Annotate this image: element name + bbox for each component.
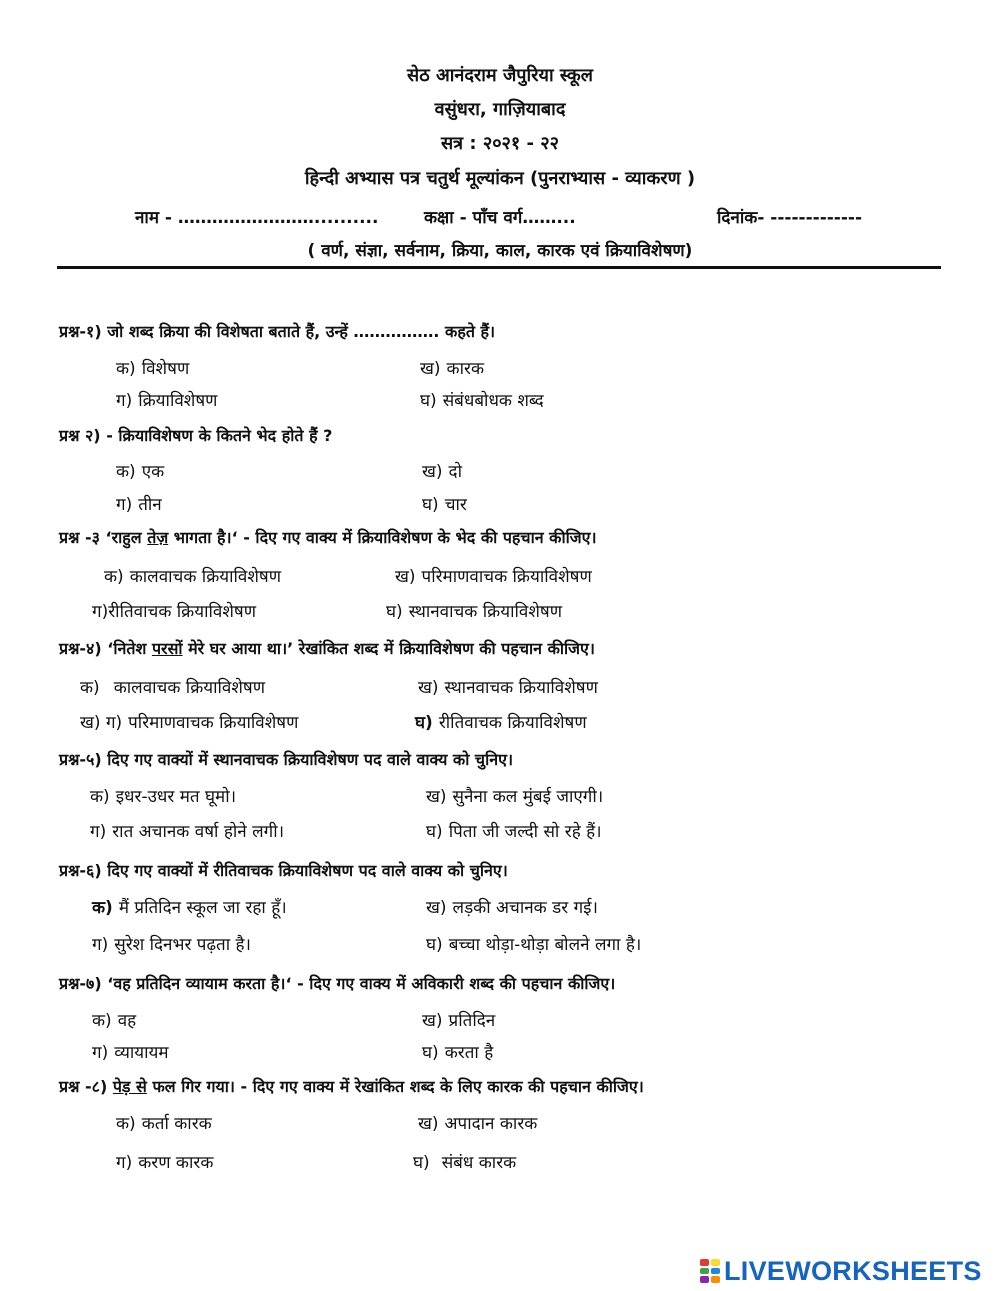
q7-option-c[interactable]: ग) व्यायायम [92, 1043, 169, 1063]
q8-option-a[interactable]: क) कर्ता कारक [116, 1114, 212, 1134]
q5-option-a[interactable]: क) इधर-उधर मत घूमो। [90, 787, 237, 807]
q4-option-b[interactable]: ख) स्थानवाचक क्रियाविशेषण [418, 678, 598, 698]
q3-option-b[interactable]: ख) परिमाणवाचक क्रियाविशेषण [395, 567, 592, 587]
question-8: प्रश्न -८) पेड़ से फल गिर गया। - दिए गए वाक्य में रेखांकित शब्द के लिए कारक की पहचान कीजिए। [59, 1077, 644, 1096]
q3-option-d[interactable]: घ) स्थानवाचक क्रियाविशेषण [386, 602, 563, 622]
q2-option-c[interactable]: ग) तीन [116, 495, 162, 515]
q4-option-d[interactable]: घ) रीतिवाचक क्रियाविशेषण [415, 713, 587, 733]
q7-option-a[interactable]: क) वह [92, 1011, 137, 1031]
question-6: प्रश्न-६) दिए गए वाक्यों में रीतिवाचक क्रियाविशेषण पद वाले वाक्य को चुनिए। [59, 861, 508, 880]
q1-option-b[interactable]: ख) कारक [420, 359, 485, 379]
q3-option-a[interactable]: क) कालवाचक क्रियाविशेषण [104, 567, 282, 587]
question-3: प्रश्न -३ ‘राहुल तेज़ भागता है।‘ - दिए गए वाक्य में क्रियाविशेषण के भेद की पहचान कीजिए। [59, 528, 597, 547]
q6-option-b[interactable]: ख) लड़की अचानक डर गई। [426, 898, 598, 918]
q1-option-c[interactable]: ग) क्रियाविशेषण [116, 391, 218, 411]
q6-option-c[interactable]: ग) सुरेश दिनभर पढ़ता है। [92, 935, 251, 955]
date-field[interactable]: दिनांक- ------------- [717, 208, 863, 228]
question-5: प्रश्न-५) दिए गए वाक्यों में स्थानवाचक क्रियाविशेषण पद वाले वाक्य को चुनिए। [59, 750, 514, 769]
q4-option-a[interactable]: क) कालवाचक क्रियाविशेषण [80, 678, 266, 698]
q1-option-d[interactable]: घ) संबंधबोधक शब्द [420, 391, 544, 411]
q5-option-d[interactable]: घ) पिता जी जल्दी सो रहे हैं। [426, 822, 602, 842]
q4-option-c[interactable]: ख) ग) परिमाणवाचक क्रियाविशेषण [80, 713, 299, 733]
question-7: प्रश्न-७) ‘वह प्रतिदिन व्यायाम करता है।‘ - दिए गए वाक्य में अविकारी शब्द की पहचान कीजिए। [59, 974, 616, 993]
question-2: प्रश्न २) - क्रियाविशेषण के कितने भेद होते हैं ? [59, 426, 333, 445]
q8-option-b[interactable]: ख) अपादान कारक [418, 1114, 538, 1134]
q7-option-b[interactable]: ख) प्रतिदिन [422, 1011, 496, 1031]
underlined-word: तेज़ [147, 528, 169, 547]
q2-option-b[interactable]: ख) दो [422, 462, 462, 482]
q3-option-c[interactable]: ग)रीतिवाचक क्रियाविशेषण [92, 602, 257, 622]
q2-option-d[interactable]: घ) चार [422, 495, 467, 515]
q6-option-a[interactable]: क) मैं प्रतिदिन स्कूल जा रहा हूँ। [92, 898, 287, 918]
underlined-word: पेड़ से [112, 1077, 147, 1096]
q5-option-b[interactable]: ख) सुनैना कल मुंबई जाएगी। [426, 787, 604, 807]
class-field[interactable]: कक्षा - पाँच वर्ग……... [424, 208, 576, 228]
q7-option-d[interactable]: घ) करता है [422, 1043, 494, 1063]
school-city: वसुंधरा, गाज़ियाबाद [434, 99, 566, 120]
topics-line: ( वर्ण, संज्ञा, सर्वनाम, क्रिया, काल, कारक एवं क्रियाविशेषण) [307, 241, 693, 261]
school-name: सेठ आनंदराम जैपुरिया स्कूल [407, 65, 593, 86]
worksheet-title: हिन्दी अभ्यास पत्र चतुर्थ मूल्यांकन (पुनराभ्यास - व्याकरण ) [304, 168, 696, 189]
header-divider [57, 266, 941, 269]
question-1: प्रश्न-१) जो शब्द क्रिया की विशेषता बताते हैं, उन्हें ……………. कहते हैं। [59, 322, 496, 341]
q1-option-a[interactable]: क) विशेषण [116, 359, 190, 379]
session: सत्र : २०२१ - २२ [441, 133, 559, 154]
liveworksheets-logo[interactable] [700, 1256, 982, 1286]
underlined-word: परसों [151, 639, 183, 658]
q5-option-c[interactable]: ग) रात अचानक वर्षा होने लगी। [90, 822, 285, 842]
q8-option-d[interactable]: घ) संबंध कारक [413, 1153, 517, 1173]
question-4: प्रश्न-४) ‘नितेश परसों मेरे घर आया था।’ रेखांकित शब्द में क्रियाविशेषण की पहचान कीजिए। [59, 639, 595, 658]
liveworksheets-logo-text: LIVEWORKSHEETS [724, 1255, 982, 1286]
q2-option-a[interactable]: क) एक [116, 462, 165, 482]
q6-option-d[interactable]: घ) बच्चा थोड़ा-थोड़ा बोलने लगा है। [426, 935, 642, 955]
liveworksheets-logo-icon [700, 1259, 720, 1283]
q8-option-c[interactable]: ग) करण कारक [116, 1153, 214, 1173]
name-field[interactable]: नाम - …………………….......... [135, 208, 379, 228]
